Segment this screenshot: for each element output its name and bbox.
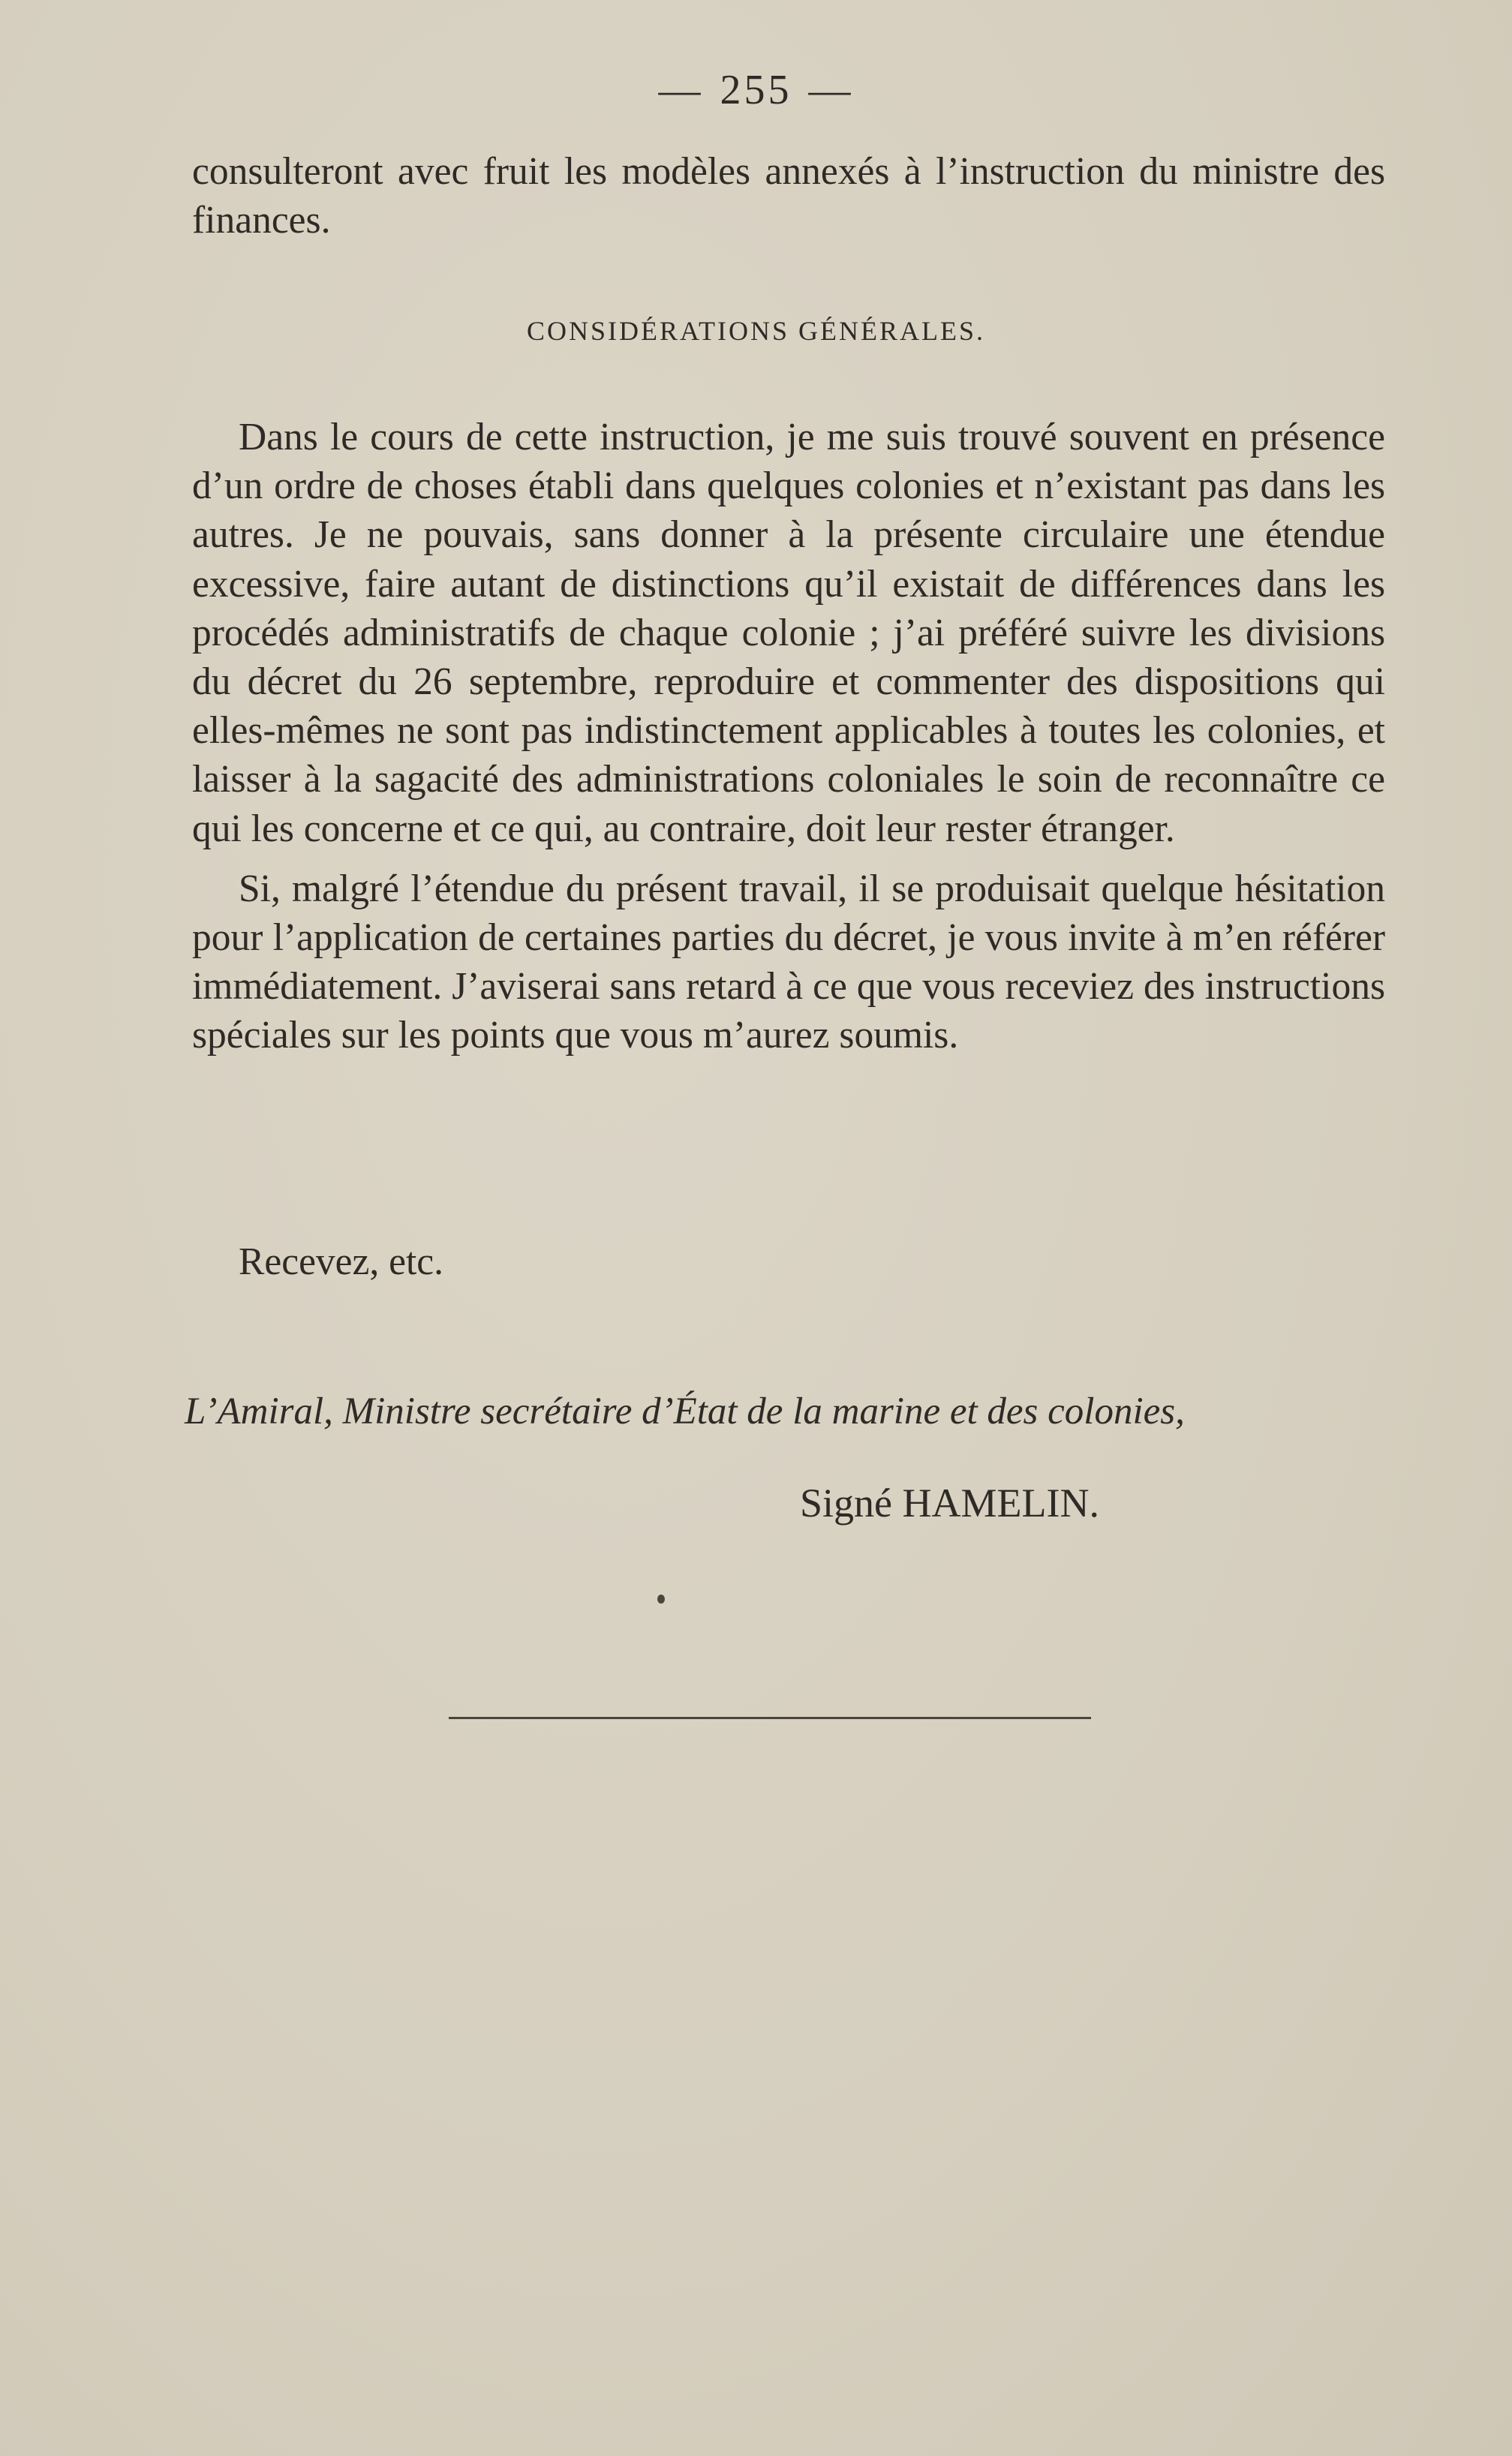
closing-formula: Recevez, etc. — [239, 1240, 444, 1283]
signatory-title: L’Amiral, Ministre secrétaire d’État de la marine et des colonies, — [185, 1390, 1185, 1432]
page-number-value: 255 — [720, 67, 792, 113]
paragraph-1: Dans le cours de cette instruction, je me suis trouvé souvent en présence d’un ordre de choses établi dans quelques colonies et n’existant pas dans les autres. Je ne pouvais, sans donner à la présente circulaire une étendue excessive, faire autant de distinctions qu’il existait de différences dans les procédés administratifs de chaque colonie ; j’ai préféré suivre les divisions du décret du 26 septembre, reproduire et commenter des dispositions qui elles-mêmes ne sont pas indistinctement applicables à toutes les colonies, et laisser à la sagacité des administrations coloniales le soin de reconnaître ce qui les concerne et ce qui, au contraire, doit leur rester étranger. — [192, 416, 1385, 850]
section-heading: CONSIDÉRATIONS GÉNÉRALES. — [526, 316, 985, 346]
continuation-text: consulteront avec fruit les modèles annexés à l’instruction du ministre des finances. — [192, 150, 1385, 242]
page-number — [0, 66, 1512, 114]
folio-dash-left: — — [658, 67, 704, 113]
body-text — [192, 413, 1385, 1072]
signature-line: Signé HAMELIN. — [800, 1481, 1099, 1526]
paragraph-2: Si, malgré l’étendue du présent travail, il se produisait quelque hésitation pour l’application de certaines parties du décret, je vous invite à m’en référer immédiatement. J’aviserai sans retard à ce que vous receviez des instructions spéciales sur les points que vous m’aurez soumis. — [192, 867, 1385, 1057]
ink-speck — [657, 1595, 665, 1604]
folio-dash-right: — — [808, 67, 854, 113]
closing-rule — [449, 1717, 1091, 1719]
